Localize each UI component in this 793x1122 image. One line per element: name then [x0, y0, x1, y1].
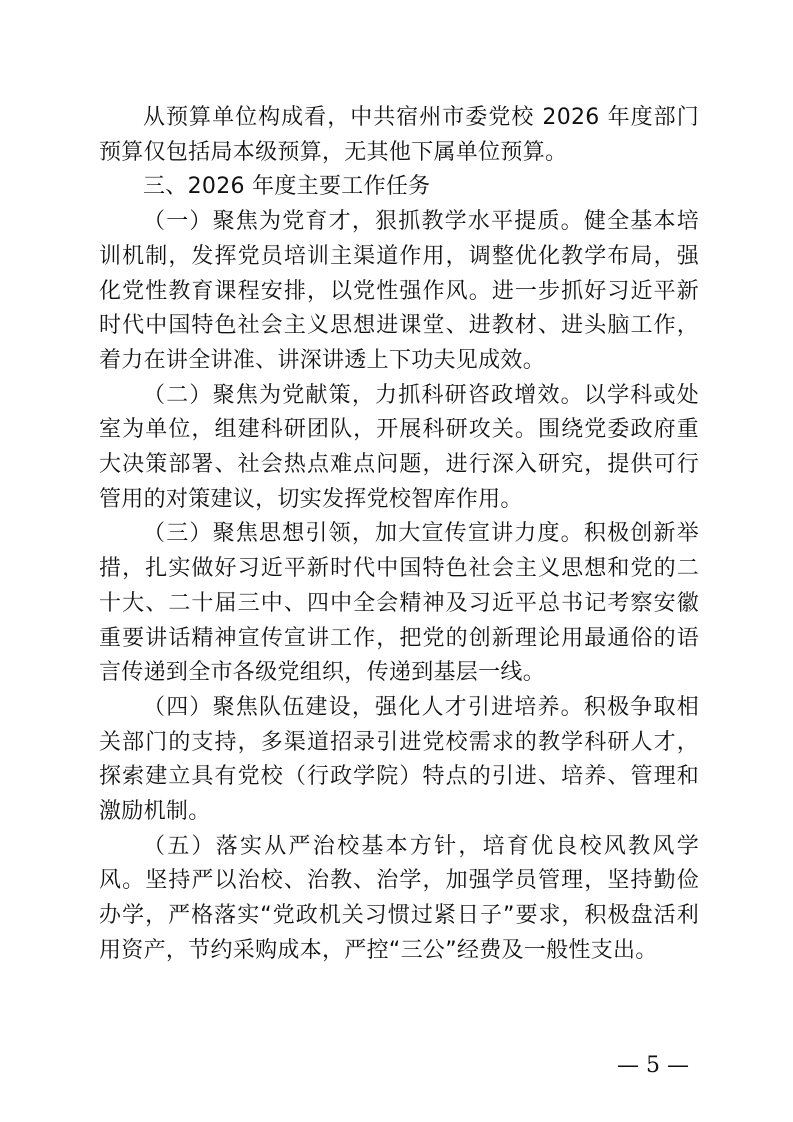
page-number: — 5 —: [617, 1053, 689, 1078]
paragraph-task-5: （五）落实从严治校基本方针，培育优良校风教风学风。坚持严以治校、治教、治学，加强学员管理，坚持勤俭办学，严格落实“党政机关习惯过紧日子”要求，积极盘活利用资产，节约采购成本，严控“三公”经费及一般性支出。: [99, 833, 699, 963]
body-text: [99, 101, 699, 969]
paragraph-task-4: （四）聚焦队伍建设，强化人才引进培养。积极争取相关部门的支持，多渠道招录引进党校需求的教学科研人才，探索建立具有党校（行政学院）特点的引进、培养、管理和激励机制。: [99, 694, 699, 825]
paragraph-task-2: （二）聚焦为党献策，力抓科研咨政增效。以学科或处室为单位，组建科研团队，开展科研攻关。围绕党委政府重大决策部署、社会热点难点问题，进行深入研究，提供可行管用的对策建议，切实发挥党校智库作用。: [99, 382, 699, 512]
section-heading: 三、2026 年度主要工作任务: [143, 174, 431, 200]
paragraph-task-3: （三）聚焦思想引领，加大宣传宣讲力度。积极创新举措，扎实做好习近平新时代中国特色社会主义思想和党的二十大、二十届三中、四中全会精神及习近平总书记考察安徽重要讲话精神宣传宣讲工作，把党的创新理论用最通俗的语言传递到全市各级党组织，传递到基层一线。: [99, 521, 699, 686]
paragraph-task-1: （一）聚焦为党育才，狠抓教学水平提质。健全基本培训机制，发挥党员培训主渠道作用，调整优化教学布局，强化党性教育课程安排，以党性强作风。进一步抓好习近平新时代中国特色社会主义思想进课堂、进教材、进头脑工作，着力在讲全讲准、讲深讲透上下功夫见成效。: [99, 209, 699, 373]
paragraph-budget-scope: 从预算单位构成看，中共宿州市委党校 2026 年度部门预算仅包括局本级预算，无其他下属单位预算。: [99, 105, 699, 165]
